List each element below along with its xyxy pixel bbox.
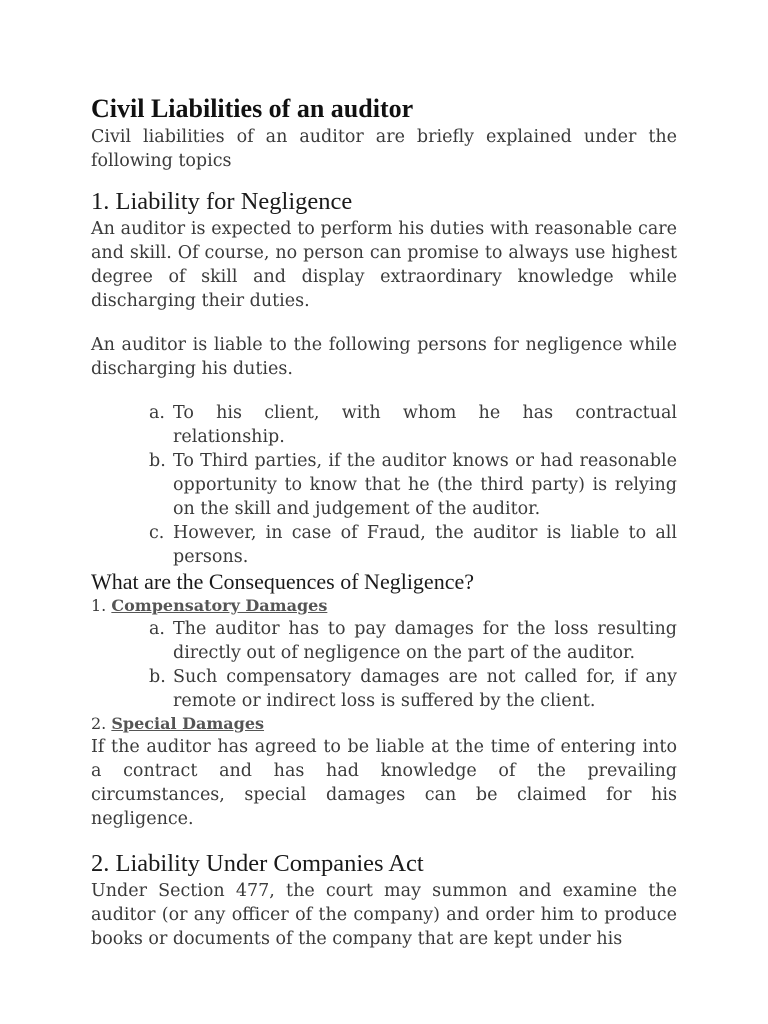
list-item [91, 665, 677, 713]
liable-persons-list [91, 401, 677, 569]
list-marker: a. [149, 403, 165, 423]
document-title: Civil Liabilities of an auditor [91, 94, 414, 123]
compensatory-list [91, 617, 677, 713]
section1-paragraph-1: An auditor is expected to perform his duties with reasonable care and skill. Of course, no person can promise to always use highest degree of skill and display extraordinary knowledge while discharging their duties. [91, 219, 677, 311]
special-damages-paragraph: If the auditor has agreed to be liable at the time of entering into a contract and has had knowledge of the prevailing circumstances, special damages can be claimed for his negligence. [91, 737, 677, 829]
list-item-text: The auditor has to pay damages for the loss resulting directly out of negligence on the part of the auditor. [173, 619, 677, 663]
list-item [91, 617, 677, 665]
list-item [91, 401, 677, 449]
intro-paragraph: Civil liabilities of an auditor are briefly explained under the following topics [91, 127, 677, 171]
consequences-heading: What are the Consequences of Negligence? [91, 569, 474, 594]
list-item [91, 521, 677, 569]
list-item-text: To his client, with whom he has contractual relationship. [173, 403, 677, 447]
list-item [91, 449, 677, 521]
section2-paragraph: Under Section 477, the court may summon and examine the auditor (or any officer of the company) and order him to produce books or documents of the company that are kept under his [91, 881, 677, 949]
compensatory-damages-subheading [91, 595, 677, 617]
subheading-label: Compensatory Damages [111, 596, 328, 615]
list-marker: a. [149, 619, 165, 639]
special-damages-subheading [91, 713, 677, 735]
list-item-text: Such compensatory damages are not called for, if any remote or indirect loss is suffered by the client. [173, 667, 677, 711]
list-item-text: To Third parties, if the auditor knows or had reasonable opportunity to know that he (the third party) is relying on the skill and judgement of the auditor. [173, 451, 677, 519]
subheading-number: 1. [91, 596, 107, 615]
section1-heading: 1. Liability for Negligence [91, 188, 353, 215]
list-marker: b. [149, 451, 166, 471]
subheading-number: 2. [91, 714, 107, 733]
section1-paragraph-2: An auditor is liable to the following persons for negligence while discharging his duties. [91, 335, 677, 379]
document-page [91, 93, 677, 951]
subheading-label: Special Damages [111, 714, 265, 733]
list-item-text: However, in case of Fraud, the auditor is liable to all persons. [173, 523, 677, 567]
list-marker: c. [149, 523, 165, 543]
list-marker: b. [149, 667, 166, 687]
section2-heading: 2. Liability Under Companies Act [91, 850, 424, 877]
